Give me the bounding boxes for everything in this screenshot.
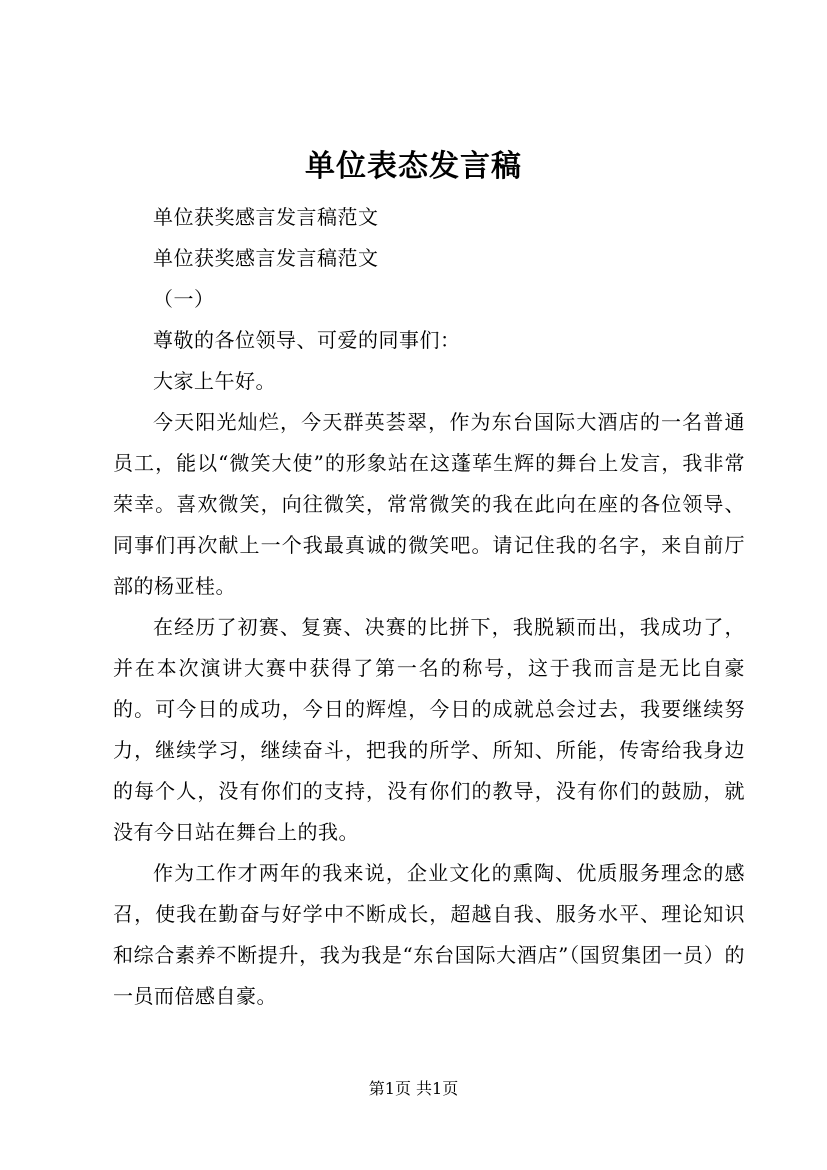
- paragraph-subtitle-2: 单位获奖感言发言稿范文: [153, 246, 379, 270]
- paragraph-greeting: 大家上午好。: [153, 369, 276, 393]
- paragraph-body-3: 作为工作才两年的我来说，企业文化的熏陶、优质服务理念的感召，使我在勤奋与好学中不断成长，超越自我、服务水平、理论知识和综合素养不断提升，我为我是“东台国际大酒店”（国贸集团一员）的一员而倍感自豪。: [113, 861, 745, 1008]
- paragraph-section-number: （一）: [153, 287, 215, 311]
- paragraph-body-2: 在经历了初赛、复赛、决赛的比拼下，我脱颖而出，我成功了，并在本次演讲大赛中获得了第一名的称号，这于我而言是无比自豪的。可今日的成功，今日的辉煌，今日的成就总会过去，我要继续努力，继续学习，继续奋斗，把我的所学、所知、所能，传寄给我身边的每个人，没有你们的支持，没有你们的教导，没有你们的鼓励，就没有今日站在舞台上的我。: [113, 615, 745, 844]
- paragraph-body-1: 今天阳光灿烂，今天群英荟翠，作为东台国际大酒店的一名普通员工，能以“微笑大使”的形象站在这蓬荜生辉的舞台上发言，我非常荣幸。喜欢微笑，向往微笑，常常微笑的我在此向在座的各位领导、同事们再次献上一个我最真诚的微笑吧。请记住我的名字，来自前厅部的杨亚桂。: [113, 410, 745, 598]
- page-footer: 第1页 共1页: [368, 1079, 459, 1098]
- paragraph-salutation: 尊敬的各位领导、可爱的同事们：: [153, 328, 461, 352]
- paragraph-subtitle-1: 单位获奖感言发言稿范文: [153, 205, 379, 229]
- document-title: 单位表态发言稿: [305, 149, 522, 184]
- document-body: [113, 197, 745, 1017]
